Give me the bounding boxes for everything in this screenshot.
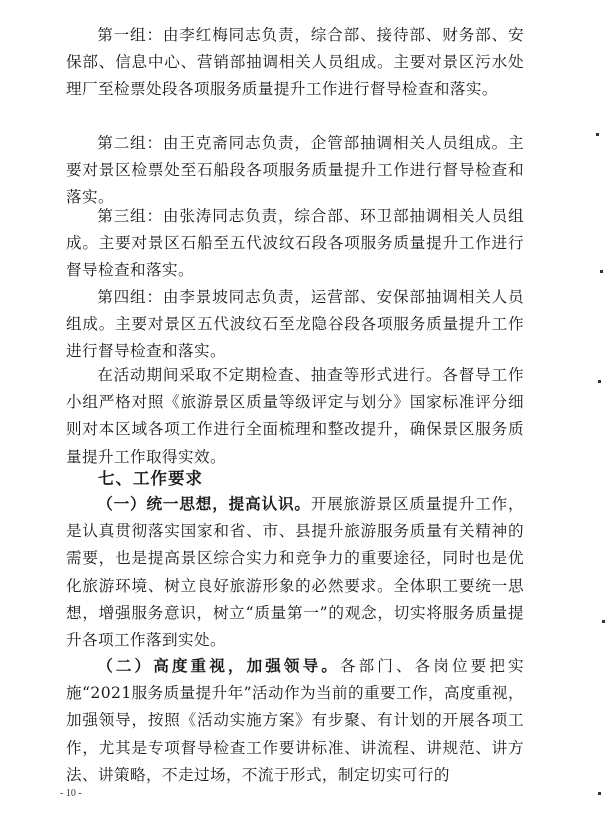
requirement-item-2 (66, 652, 524, 789)
scan-speck (602, 620, 605, 623)
requirement-item-1 (66, 490, 524, 654)
paragraph-group-1: 第一组：由李红梅同志负责，综合部、接待部、财务部、安保部、信息中心、营销部抽调相关人员组成。主要对景区污水处理厂至检票处段各项服务质量提升工作进行督导检查和落实。 (66, 26, 524, 99)
requirement-item-2-lead: （二）高度重视，加强领导。 (97, 656, 340, 675)
paragraph-group-2: 第二组：由王克斋同志负责，企管部抽调相关人员组成。主要对景区检票处至石船段各项服务质量提升工作进行督导检查和落实。 (66, 134, 524, 207)
paragraph-group-4: 第四组：由李景坡同志负责，运营部、安保部抽调相关人员组成。主要对景区五代波纹石至龙隐谷段各项服务质量提升工作进行督导检查和落实。 (66, 288, 524, 361)
paragraph-group-3: 第三组：由张涛同志负责，综合部、环卫部抽调相关人员组成。主要对景区石船至五代波纹石段各项服务质量提升工作进行督导检查和落实。 (66, 207, 524, 280)
requirement-item-1-lead: （一）统一思想，提高认识。 (97, 494, 311, 513)
section-heading-work-requirements: 七、工作要求 (98, 469, 203, 488)
scan-speck (596, 133, 599, 136)
scan-speck (598, 380, 601, 383)
requirement-item-2-body: 各部门、各岗位要把实施“2021服务质量提升年”活动作为当前的重要工作，高度重视，加强领导，按照《活动实施方案》有步聚、有计划的开展各项工作，尤其是专项督导检查工作要讲标准、讲流程、讲规范、讲方法、讲策略，不走过场，不流于形式，制定切实可行的 (66, 657, 524, 784)
scan-speck (598, 792, 601, 795)
paragraph-activity: 在活动期间采取不定期检查、抽查等形式进行。各督导工作小组严格对照《旅游景区质量等级评定与划分》国家标准评分细则对本区域各项工作进行全面梳理和整改提升，确保景区服务质量提升工作取得实效。 (66, 366, 524, 466)
scan-speck (600, 270, 603, 273)
requirement-item-1-body: 开展旅游景区质量提升工作，是认真贯彻落实国家和省、市、县提升旅游服务质量有关精神的需要，也是提高景区综合实力和竞争力的重要途径，同时也是优化旅游环境、树立良好旅游形象的必然要求。全体职工要统一思想，增强服务意识，树立“质量第一”的观念，切实将服务质量提升各项工作落到实处。 (66, 495, 524, 650)
page-number: - 10 - (60, 788, 82, 799)
